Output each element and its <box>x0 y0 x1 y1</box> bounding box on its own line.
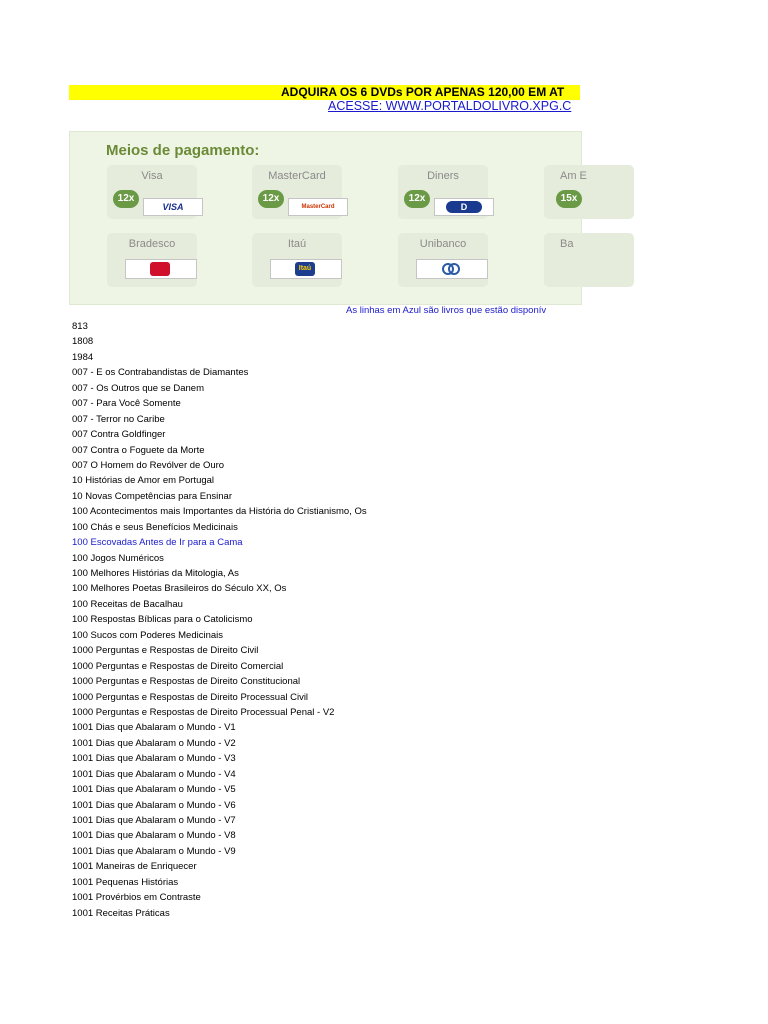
bank-unibanco <box>398 233 488 287</box>
book-row: 1001 Dias que Abalaram o Mundo - V1 <box>72 722 236 734</box>
card-diners <box>398 165 488 219</box>
unibanco-symbol-icon <box>441 262 461 276</box>
installments-badge: 12x <box>404 190 430 208</box>
book-row: 1001 Dias que Abalaram o Mundo - V3 <box>72 753 236 765</box>
card-name: MasterCard <box>268 170 326 182</box>
book-row: 007 Contra Goldfinger <box>72 429 166 441</box>
book-row: 1000 Perguntas e Respostas de Direito Comercial <box>72 660 284 672</box>
book-row: 1001 Dias que Abalaram o Mundo - V2 <box>72 737 236 749</box>
card-name: Diners <box>427 170 459 182</box>
itau-logo-icon: Itaú <box>270 259 342 279</box>
bank-itau <box>252 233 342 287</box>
book-row: 007 - E os Contrabandistas de Diamantes <box>72 367 249 379</box>
book-row: 1808 <box>72 336 94 348</box>
book-row: 1001 Receitas Práticas <box>72 907 170 919</box>
book-row: 100 Acontecimentos mais Importantes da História do Cristianismo, Os <box>72 506 367 518</box>
book-row: 007 Contra o Foguete da Morte <box>72 444 205 456</box>
book-row: 10 Histórias de Amor em Portugal <box>72 475 215 487</box>
book-row: 100 Escovadas Antes de Ir para a Cama <box>72 537 243 549</box>
book-row: 100 Sucos com Poderes Medicinais <box>72 629 224 641</box>
book-row: 10 Novas Competências para Ensinar <box>72 490 233 502</box>
bank-bradesco <box>107 233 197 287</box>
payment-title: Meios de pagamento: <box>106 142 260 159</box>
unibanco-logo-icon <box>416 259 488 279</box>
book-row: 100 Melhores Poetas Brasileiros do Século XX, Os <box>72 583 287 595</box>
bank-name: Bradesco <box>128 238 176 250</box>
book-row: 1001 Pequenas Histórias <box>72 876 179 888</box>
book-row: 007 - Para Você Somente <box>72 398 181 410</box>
bank-partial <box>544 233 634 287</box>
book-row: 813 <box>72 321 88 332</box>
card-name: Am E <box>560 170 587 182</box>
book-row: 1000 Perguntas e Respostas de Direito Processual Penal - V2 <box>72 706 335 718</box>
card-mastercard <box>252 165 342 219</box>
book-row: 100 Jogos Numéricos <box>72 552 164 564</box>
bank-name: Ba <box>560 238 574 250</box>
book-row: 007 - Terror no Caribe <box>72 413 165 425</box>
book-row: 1001 Maneiras de Enriquecer <box>72 861 197 873</box>
bradesco-logo-icon <box>125 259 197 279</box>
card-name: Visa <box>141 170 163 182</box>
book-row: 1000 Perguntas e Respostas de Direito Constitucional <box>72 676 301 688</box>
book-row: 007 - Os Outros que se Danem <box>72 382 205 394</box>
book-row: 100 Melhores Histórias da Mitologia, As <box>72 568 239 579</box>
book-row: 1001 Provérbios em Contraste <box>72 892 201 904</box>
book-row: 100 Respostas Bíblicas para o Catolicismo <box>72 614 253 626</box>
visa-logo-icon: VISA <box>143 198 203 216</box>
installments-badge: 12x <box>258 190 284 208</box>
availability-note: As linhas em Azul são livros que estão disponív <box>346 305 547 316</box>
bank-name: Unibanco <box>419 238 467 250</box>
website-link[interactable]: ACESSE: WWW.PORTALDOLIVRO.XPG.C <box>328 99 572 113</box>
bank-name: Itaú <box>287 238 307 250</box>
book-row: 1000 Perguntas e Respostas de Direito Processual Civil <box>72 691 309 703</box>
book-row: 1001 Dias que Abalaram o Mundo - V8 <box>72 830 236 842</box>
book-row: 1000 Perguntas e Respostas de Direito Civil <box>72 645 259 657</box>
mastercard-logo-icon: MasterCard <box>288 198 348 216</box>
book-row: 100 Receitas de Bacalhau <box>72 598 183 610</box>
book-row: 1001 Dias que Abalaram o Mundo - V7 <box>72 815 236 826</box>
book-row: 007 O Homem do Revólver de Ouro <box>72 459 225 471</box>
promo-banner <box>69 85 580 100</box>
book-row: 1984 <box>72 351 94 363</box>
book-row: 1001 Dias que Abalaram o Mundo - V6 <box>72 799 236 811</box>
installments-badge: 15x <box>556 190 582 208</box>
payment-methods-panel <box>69 131 587 305</box>
book-row: 1001 Dias que Abalaram o Mundo - V5 <box>72 784 236 796</box>
diners-logo-icon: D <box>434 198 494 216</box>
book-list <box>72 319 367 921</box>
book-row: 1001 Dias que Abalaram o Mundo - V4 <box>72 768 236 780</box>
book-row: 1001 Dias que Abalaram o Mundo - V9 <box>72 845 236 857</box>
installments-badge: 12x <box>113 190 139 208</box>
card-amex <box>544 165 634 219</box>
promo-headline: ADQUIRA OS 6 DVDs POR APENAS 120,00 EM AT <box>281 85 565 99</box>
card-visa <box>107 165 197 219</box>
book-row: 100 Chás e seus Benefícios Medicinais <box>72 521 238 533</box>
